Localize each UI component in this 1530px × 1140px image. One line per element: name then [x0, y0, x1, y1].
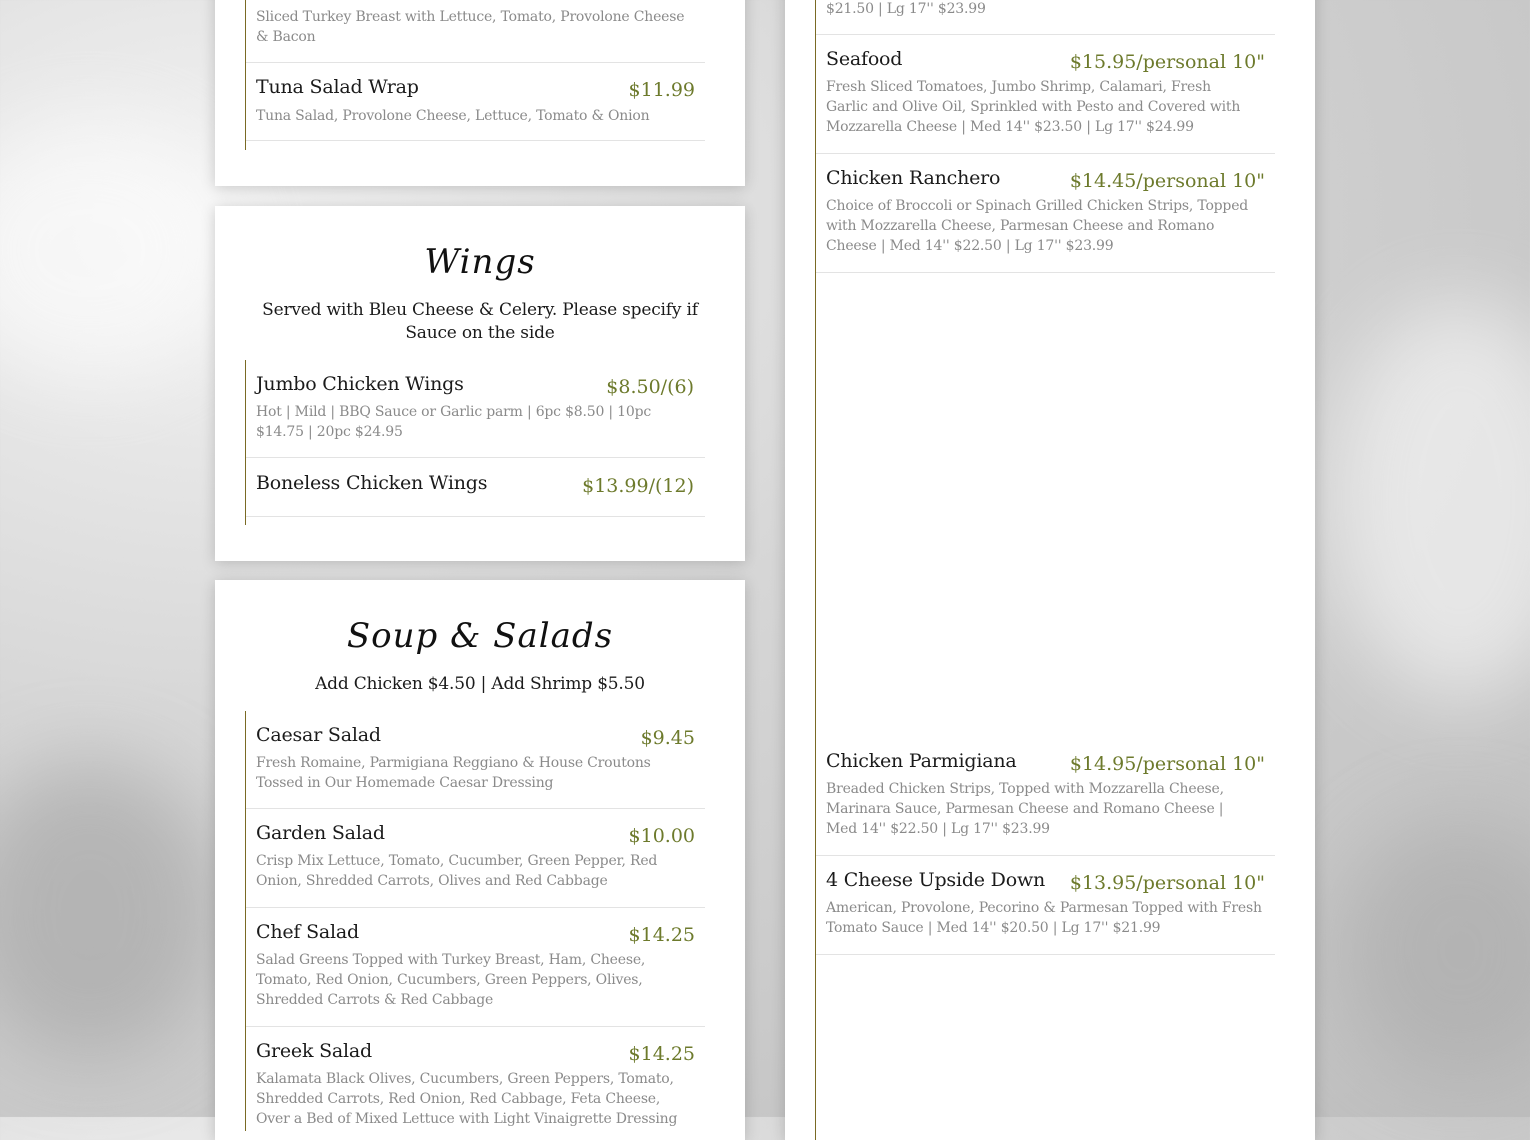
item-price: $14.45/personal 10"	[1069, 170, 1265, 192]
item-name: Caesar Salad	[256, 724, 381, 746]
item-name: Chicken Parmigiana	[826, 750, 1017, 772]
menu-item[interactable]	[246, 908, 705, 1027]
menu-item[interactable]	[246, 711, 705, 809]
menu-item[interactable]	[816, 35, 1275, 154]
menu-item-list	[245, 711, 705, 1131]
item-description: Fresh Sliced Tomatoes, Jumbo Shrimp, Calamari, Fresh Garlic and Olive Oil, Sprinkled with Pesto and Covered with Mozzarella Cheese | Med 14'' $23.50 | Lg 17'' $24.99	[826, 79, 1241, 135]
menu-item[interactable]	[246, 360, 705, 458]
menu-card-sandwiches	[215, 0, 745, 186]
item-price: $15.95/personal 10"	[1069, 51, 1265, 73]
item-price: $13.99/(12)	[582, 475, 694, 497]
item-price: $9.45	[640, 727, 695, 749]
item-description: Breaded Chicken Strips, Topped with Mozzarella Cheese, Marinara Sauce, Parmesan Cheese and Romano Cheese | Med 14'' $22.50 | Lg 17'' $23.99	[826, 781, 1224, 837]
background-blot	[0, 760, 220, 1060]
section-title: Soup & Salads	[346, 616, 614, 656]
item-description: Fresh Romaine, Parmigiana Reggiano & House Croutons Tossed in Our Homemade Caesar Dressing	[256, 755, 651, 791]
item-name: Tuna Salad Wrap	[256, 76, 419, 98]
menu-item[interactable]	[816, 856, 1275, 955]
menu-card-salads	[215, 580, 745, 1140]
item-price: $13.95/personal 10"	[1069, 872, 1265, 894]
menu-item[interactable]	[246, 1027, 705, 1127]
blank-space	[816, 273, 1275, 737]
section-subtitle: Add Chicken $4.50 | Add Shrimp $5.50	[315, 674, 645, 694]
menu-item[interactable]	[246, 458, 705, 517]
item-name: Garden Salad	[256, 822, 385, 844]
menu-item[interactable]	[816, 737, 1275, 856]
menu-item-list	[815, 0, 1275, 1140]
item-description: Tuna Salad, Provolone Cheese, Lettuce, Tomato & Onion	[256, 108, 650, 124]
menu-item[interactable]	[816, 154, 1275, 273]
menu-item[interactable]	[246, 809, 705, 908]
item-price: $14.25	[628, 1043, 695, 1065]
item-name: Boneless Chicken Wings	[256, 472, 488, 494]
menu-item[interactable]	[246, 0, 705, 63]
item-description: Hot | Mild | BBQ Sauce or Garlic parm | 6pc $8.50 | 10pc $14.75 | 20pc $24.95	[256, 404, 651, 440]
item-name: Chicken Ranchero	[826, 167, 1001, 189]
item-price: $10.00	[628, 825, 695, 847]
section-title: Wings	[424, 242, 536, 282]
item-price: $8.50/(6)	[606, 376, 694, 398]
item-description: Crisp Mix Lettuce, Tomato, Cucumber, Green Pepper, Red Onion, Shredded Carrots, Olives and Red Cabbage	[256, 853, 658, 889]
background-blot	[1330, 300, 1530, 700]
item-name: Chef Salad	[256, 921, 360, 943]
item-description: American, Provolone, Pecorino & Parmesan Topped with Fresh Tomato Sauce | Med 14'' $20.50 | Lg 17'' $21.99	[826, 900, 1262, 936]
menu-item-list	[245, 360, 705, 525]
item-description: Choice of Broccoli or Spinach Grilled Chicken Strips, Topped with Mozzarella Cheese, Parmesan Cheese and Romano Cheese | Med 14'' $22.50 | Lg 17'' $23.99	[826, 198, 1249, 254]
menu-item-list	[245, 0, 705, 150]
menu-item[interactable]	[246, 63, 705, 141]
item-description: Sliced Turkey Breast with Lettuce, Tomato, Provolone Cheese & Bacon	[256, 9, 685, 45]
menu-card-pizzas	[785, 0, 1315, 1140]
item-price: $14.25	[628, 924, 695, 946]
item-name: Greek Salad	[256, 1040, 373, 1062]
item-price: $11.99	[628, 79, 695, 101]
menu-card-wings	[215, 206, 745, 561]
section-subtitle: Served with Bleu Cheese & Celery. Please specify if Sauce on the side	[262, 300, 698, 343]
item-description: Kalamata Black Olives, Cucumbers, Green Peppers, Tomato, Shredded Carrots, Red Onion, Red Cabbage, Feta Cheese, Over a Bed of Mixed Lettuce with Light Vinaigrette Dressing	[256, 1071, 678, 1127]
item-name: 4 Cheese Upside Down	[826, 869, 1046, 891]
item-price: $14.95/personal 10"	[1069, 753, 1265, 775]
item-name: Jumbo Chicken Wings	[256, 373, 464, 395]
item-description: Salad Greens Topped with Turkey Breast, Ham, Cheese, Tomato, Red Onion, Cucumbers, Green Peppers, Olives, Shredded Carrots & Red Cabbage	[256, 952, 646, 1008]
background-blot	[0, 120, 240, 380]
background-blot	[1340, 820, 1530, 1080]
item-description: $21.50 | Lg 17'' $23.99	[826, 1, 986, 17]
item-name: Seafood	[826, 48, 903, 70]
menu-item[interactable]	[816, 0, 1275, 35]
